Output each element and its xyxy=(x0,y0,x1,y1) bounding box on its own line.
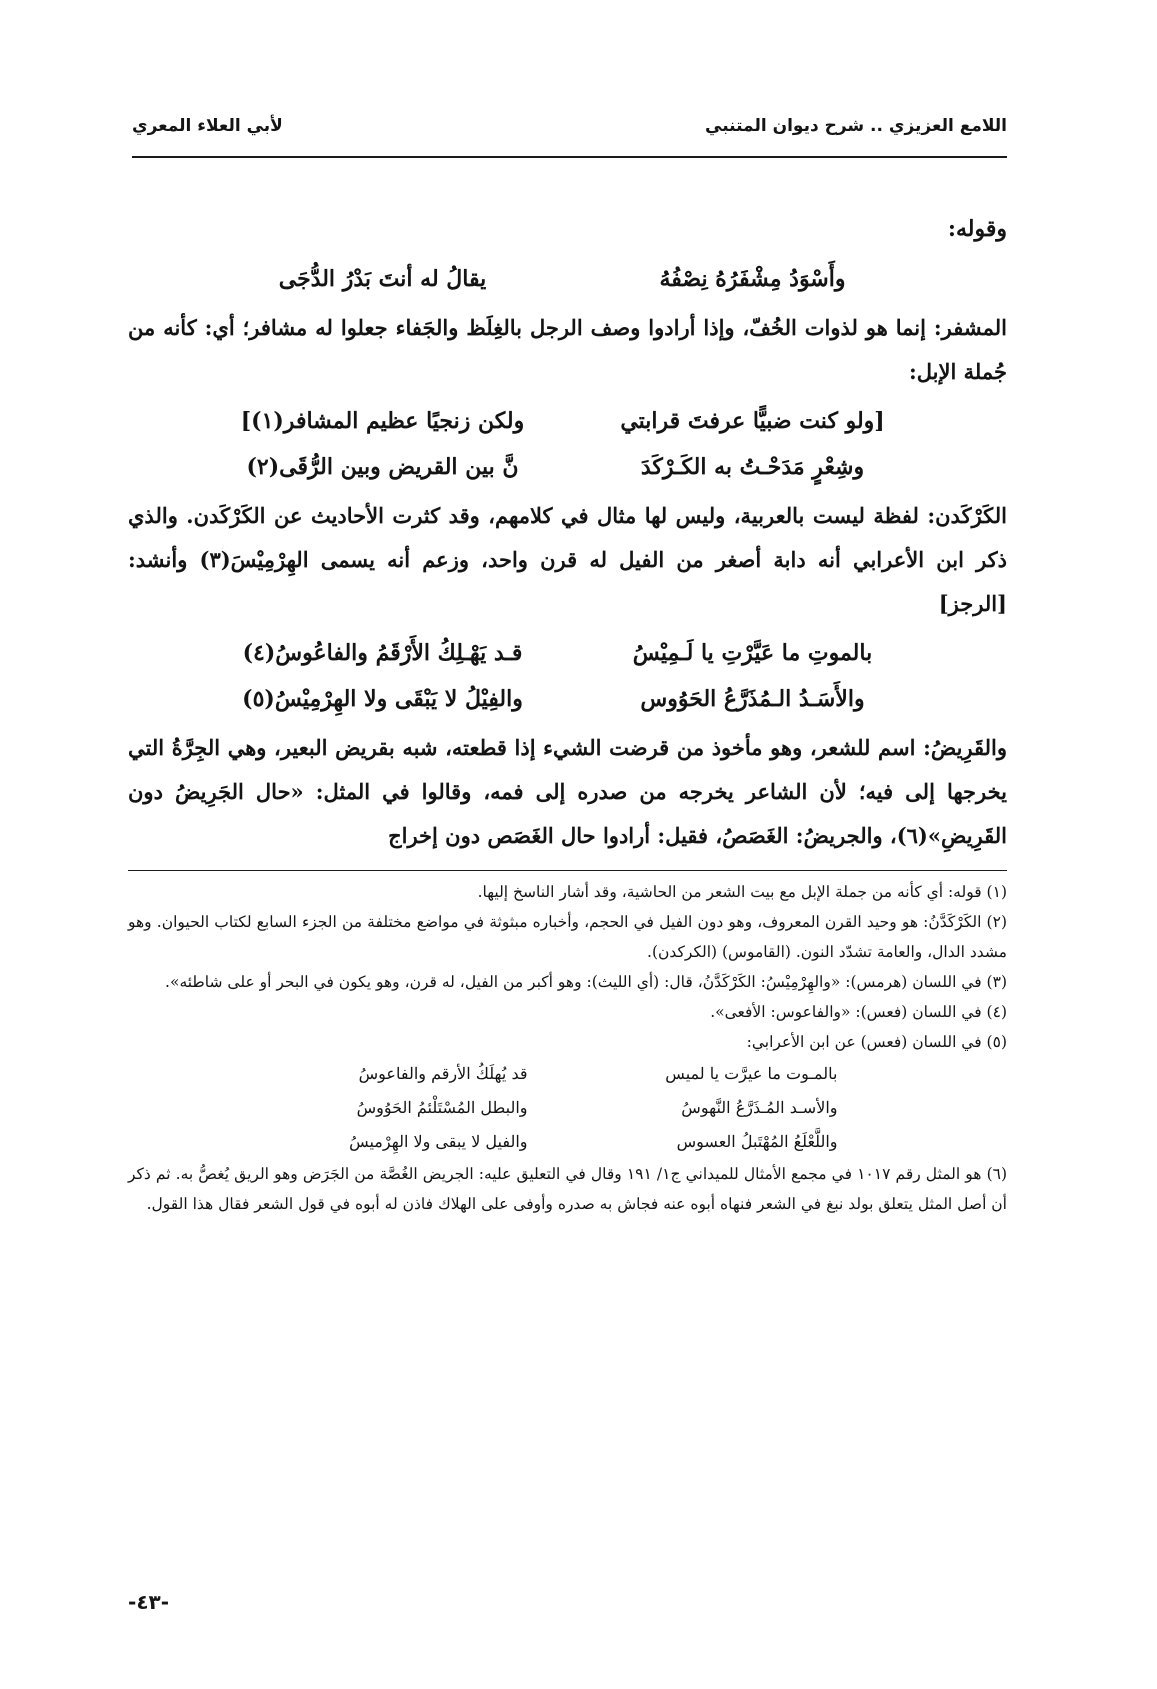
paragraph: والقَرِيضُ: اسم للشعر، وهو مأخوذ من قرضت الشيء إذا قطعته، شبه بقريض البعير، وهي الجِرَّةُ التي يخرجها إلى فيه؛ لأن الشاعر يخرجه من صدره إلى فمه، وقالوا في المثل: «حال الجَرِيضُ دون القَرِيضِ»(٦)، والجريضُ: الغَصَصُ، فقيل: أرادوا حال الغَصَص دون إخراج xyxy=(128,735,1007,848)
verse-second-hemistich: والفِيْلُ لا يَبْقَى ولا الهِرْمِيْسُ(٥) xyxy=(242,686,523,712)
verse-first-hemistich: [ولو كنت ضبيًّا عرفتَ قرابتي xyxy=(620,408,885,434)
footnotes xyxy=(128,877,1007,1219)
footnote-verse-line xyxy=(128,1091,1007,1125)
footnote: (٥) في اللسان (فعس) عن ابن الأعرابي: xyxy=(746,1033,1007,1051)
page-header xyxy=(132,110,1007,158)
footnote: (٣) في اللسان (هرمس): «والهِرْمِيْسُ: الكَرْكَدَّنُ، قال: (أي الليث): وهو أكبر من الفيل، له قرن، وهو يكون في البحر أو على شاطئه». xyxy=(165,973,1007,991)
verse-first-hemistich: والأَسَـدُ الـمُذَرَّعُ الحَوُوس xyxy=(640,686,865,712)
page-number: -٤٣- xyxy=(128,1590,170,1614)
footnote-verse-line xyxy=(128,1057,1007,1091)
verse-second-hemistich: ولكن زنجيًا عظيم المشافر(١)] xyxy=(240,408,525,434)
footnote: (٤) في اللسان (فعس): «والفاعوس: الأفعى». xyxy=(710,1003,1007,1021)
verse-line xyxy=(128,398,1007,444)
paragraph: الكَرْكَدن: لفظة ليست بالعربية، وليس لها مثال في كلامهم، وقد كثرت الأحاديث عن الكَرْكَدن. والذي ذكر ابن الأعرابي أنه دابة أصغر من الفيل له قرن واحد، وزعم أنه يسمى الهِرْمِيْسَ(٣) وأنشد: [الرجز] xyxy=(128,503,1008,616)
footnote: (٦) هو المثل رقم ١٠١٧ في مجمع الأمثال للميداني ج١/ ١٩١ وقال في التعليق عليه: الجريض الغُصَّة من الجَرَض وهو الريق يُغصُّ به. ثم ذكر أن أصل المثل يتعلق بولد نبغ في الشعر فنهاه أبوه عنه فجاش به صدره وأوفى على الهلاك فاذن له أبوه في قول الشعر فقال هذا القول. xyxy=(128,1165,1008,1213)
author-name: لأبي العلاء المعري xyxy=(132,116,283,136)
verse-first-hemistich: والأسـد المُـذَرَّعُ النَّهوسُ xyxy=(681,1098,838,1117)
verse-first-hemistich: واللَّعْلَعُ المُهْتَبلُ العسوس xyxy=(676,1132,838,1151)
intro-label: وقوله: xyxy=(947,216,1007,242)
footnote-divider xyxy=(128,870,1007,871)
footnote-verse-line xyxy=(128,1125,1007,1159)
footnote: (٢) الكَرْكَدَّنُ: هو وحيد القرن المعروف، وهو دون الفيل في الحجم، وأخباره مبثوثة في مواضع مختلفة من الجزء السابع لكتاب الحيوان. وهو مشدد الدال، والعامة تشدّد النون. (القاموس) (الكركدن). xyxy=(128,913,1007,961)
verse-line xyxy=(128,676,1007,722)
verse-first-hemistich: بالمـوت ما عيرَّت يا لميس xyxy=(665,1064,838,1083)
paragraph: المشفر: إنما هو لذوات الخُفّ، وإذا أرادوا وصف الرجل بالغِلَظ والجَفاء جعلوا له مشافر؛ أي: كأنه من جُملة الإبل: xyxy=(128,315,1007,384)
book-title: اللامع العزيزي .. شرح ديوان المتنبي xyxy=(705,116,1007,136)
verse-line xyxy=(128,444,1007,490)
verse-second-hemistich: يقالُ له أنتَ بَدْرُ الدُّجَى xyxy=(278,266,487,292)
verse-second-hemistich: قـد يَهْـلِكُ الأَرْقَمُ والفاعُوسُ(٤) xyxy=(242,640,523,666)
footnote: (١) قوله: أي كأنه من جملة الإبل مع بيت الشعر من الحاشية، وقد أشار الناسخ إليها. xyxy=(477,883,1007,901)
main-text xyxy=(128,216,1007,1219)
verse-second-hemistich: نَّ بين القريض وبين الرُّقَى(٢) xyxy=(246,454,519,480)
verse-line xyxy=(128,630,1007,676)
verse-second-hemistich: والبطل المُسْتَلْئمُ الحَوُوسُ xyxy=(356,1098,528,1117)
verse-first-hemistich: وشِعْرٍ مَدَحْـتُ به الكَـرْكَدَ xyxy=(640,454,865,480)
verse-first-hemistich: بالموتِ ما عَيَّرْتِ يا لَـمِيْسُ xyxy=(632,640,873,666)
verse-line xyxy=(128,256,1007,302)
verse-first-hemistich: وأَسْوَدُ مِشْفَرُهُ نِصْفُهُ xyxy=(659,266,846,292)
verse-second-hemistich: والفيل لا يبقى ولا الهِرْميسُ xyxy=(349,1132,528,1151)
verse-second-hemistich: قد يُهلَكُ الأرقم والفاعوسُ xyxy=(358,1064,528,1083)
